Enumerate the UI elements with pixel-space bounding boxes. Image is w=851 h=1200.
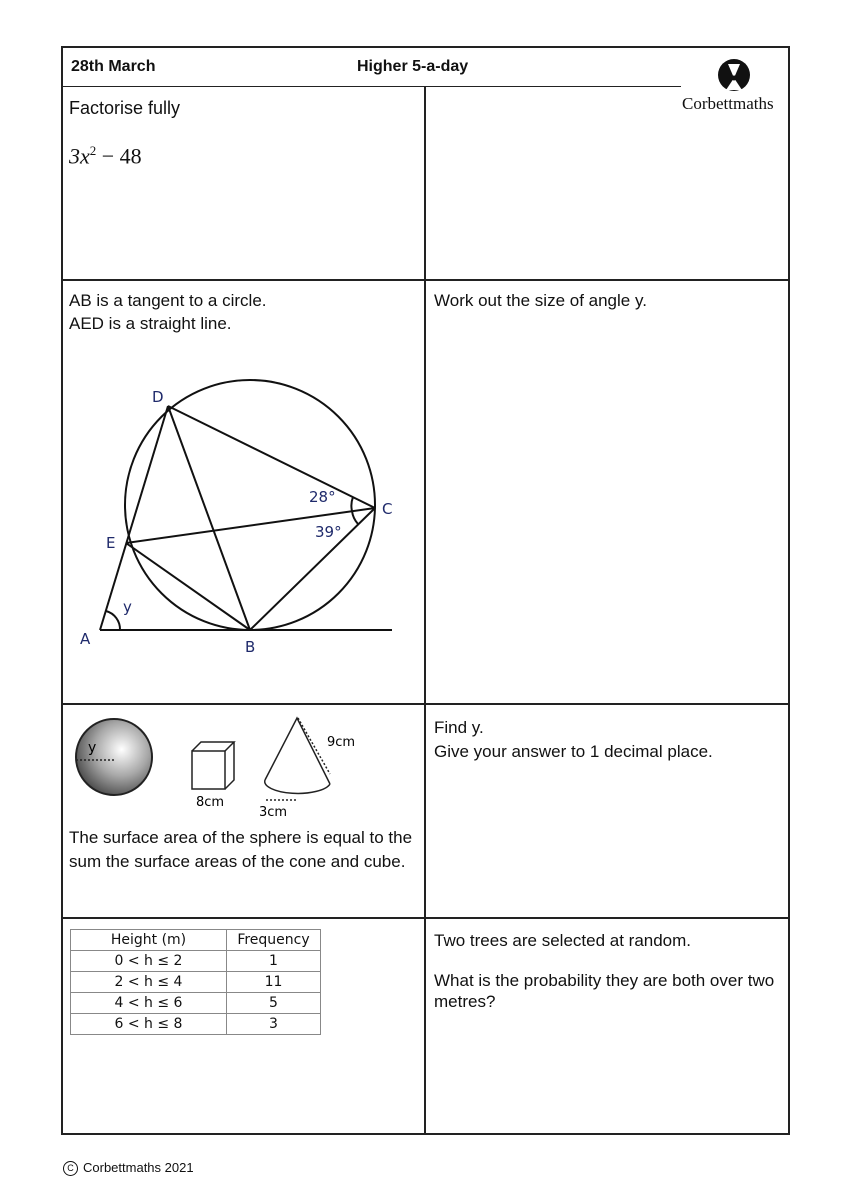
- header-date: 28th March: [71, 58, 156, 75]
- footer: [63, 1160, 194, 1176]
- q3-task1: Find y.: [434, 718, 484, 737]
- cube: [192, 742, 234, 789]
- label-e: E: [106, 534, 116, 552]
- footer-copyright: Corbettmaths 2021: [83, 1160, 194, 1175]
- frequency-cell: 5: [227, 993, 321, 1014]
- table-header-row: [71, 930, 321, 951]
- table-row: [71, 1014, 321, 1035]
- q2-task: Work out the size of angle y.: [434, 291, 647, 310]
- label-d: D: [152, 388, 164, 406]
- table-row: [71, 972, 321, 993]
- header-title: Higher 5-a-day: [357, 58, 469, 75]
- header-frequency: Frequency: [227, 930, 321, 951]
- q1-expression-rest: − 48: [96, 143, 142, 169]
- label-angle-28: 28°: [309, 488, 336, 506]
- table-row: [71, 951, 321, 972]
- header-height: Height (m): [71, 930, 227, 951]
- q2-line1: AB is a tangent to a circle.: [69, 291, 267, 310]
- q1-expression-main: 3x: [69, 143, 90, 169]
- label-a: A: [80, 630, 91, 648]
- frequency-cell: 3: [227, 1014, 321, 1035]
- q3-text: The surface area of the sphere is equal to the sum the surface areas of the cone and cube.: [69, 828, 413, 871]
- cone-radius-label: 3cm: [259, 805, 288, 820]
- cone-slant-label: 9cm: [327, 735, 356, 750]
- q2-line2: AED is a straight line.: [69, 314, 232, 333]
- frequency-cell: 1: [227, 951, 321, 972]
- height-cell: 0 < h ≤ 2: [71, 951, 227, 972]
- label-angle-39: 39°: [315, 523, 342, 541]
- table-row: [71, 993, 321, 1014]
- copyright-icon: C: [63, 1161, 78, 1176]
- sphere: [76, 719, 152, 795]
- height-cell: 2 < h ≤ 4: [71, 972, 227, 993]
- q1-expression-exp: 2: [89, 143, 97, 158]
- q4-task2: What is the probability they are both over two metres?: [434, 971, 775, 1011]
- label-b: B: [245, 638, 256, 656]
- q4-task1: Two trees are selected at random.: [434, 931, 692, 950]
- frequency-table: [70, 929, 321, 1035]
- label-y: y: [123, 598, 132, 616]
- sphere-label: y: [88, 740, 97, 756]
- q1-instruction: Factorise fully: [69, 98, 181, 118]
- height-cell: 4 < h ≤ 6: [71, 993, 227, 1014]
- height-cell: 6 < h ≤ 8: [71, 1014, 227, 1035]
- frequency-cell: 11: [227, 972, 321, 993]
- cube-label: 8cm: [196, 795, 225, 810]
- brand-name: Corbettmaths: [682, 94, 774, 113]
- cone: [265, 718, 330, 800]
- q3-task2: Give your answer to 1 decimal place.: [434, 742, 713, 761]
- label-c: C: [382, 500, 393, 518]
